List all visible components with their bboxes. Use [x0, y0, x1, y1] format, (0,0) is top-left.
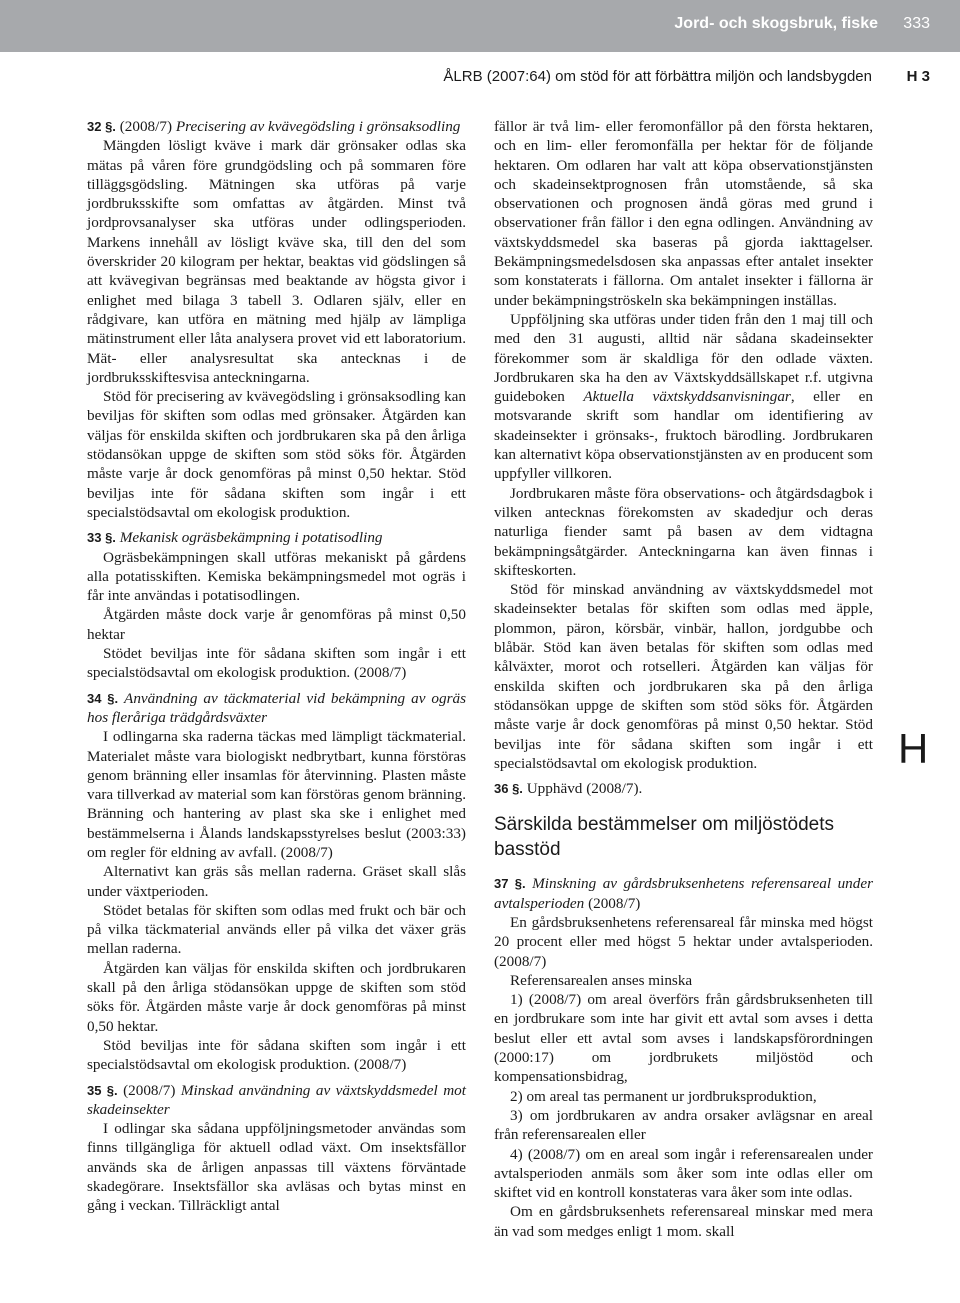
running-title: ÅLRB (2007:64) om stöd för att förbättra miljön och landsbygden	[443, 68, 872, 85]
section-number: 36 §.	[494, 781, 523, 797]
section-title: Användning av täckmaterial vid bekämpning av ogräs hos fleråriga trädgårdsväxter	[87, 689, 467, 726]
paragraph: Stöd för minskad användning av växtskyddsmedel mot skadeinsekter betalas för skiften som odlas med äpple, plommon, päron, körsbär, vinbär, hallon, jordgubbe och blåbär. Stöd kan även betalas för skiften som odlas med kålväxter, morot och rotselleri. Åtgärden kan väljas för enskilda skiften och jordbrukaren ska på den årliga stödansökan uppge de skiften som stöd söks för. Åtgärden måste varje år dock genomföras på minst 0,50 hektar. Stöd beviljas inte för sådana skiften som ingår i ett specialstödsavtal om ekologisk produktion.	[494, 581, 873, 772]
paragraph: Referensarealen anses minska	[510, 971, 693, 989]
section-32-heading: 32 §. (2008/7) Precisering av kvävegödsling i grönsaksodling	[87, 118, 461, 135]
list-item: 4) (2008/7) om en areal som ingår i referensarealen under avtalsperioden anmäls som åker som inte odlas eller om skiftet vid en kontroll konstateras vara åker som inte odlas.	[494, 1145, 873, 1202]
list-item: 3) om jordbrukaren av andra orsaker avlägsnar en areal från referensarealen eller	[494, 1106, 873, 1144]
paragraph: I odlingarna ska raderna täckas med lämpligt täckmaterial. Materialet måste vara biologiskt nedbrytbart, kunna förstöras genom bränning eller insamlas för återvinning. Plasten måste vara tillverkad av material som kan förstöras genom bränning. Bränning och hantering av plast ska ske i enlighet med bestämmelserna i Ålands landskapsstyrelses beslut (2003:33) om regler för eldning av avfall. (2008/7)	[87, 728, 466, 861]
subheading: Särskilda bestämmelser om miljöstödets basstöd	[494, 814, 835, 861]
paragraph: Jordbrukaren måste föra observations- och åtgärdsdagbok i vilken antecknas förekomsten av skadedjur och deras naturliga fiender samt på basen av dem vidtagna bekämpningsåtgärder. Anteckningarna kan även finnas i skifteskorten.	[494, 484, 873, 579]
paragraph: Stöd beviljas inte för sådana skiften som ingår i ett specialstödsavtal om ekologisk produktion. (2008/7)	[87, 1036, 466, 1074]
paragraph: Stödet beviljas inte för sådana skiften som ingår i ett specialstödsavtal om ekologisk produktion. (2008/7)	[87, 645, 466, 682]
paragraph: Stöd för precisering av kvävegödsling i grönsaksodling kan beviljas för skiften som odlas med grönsaker. Åtgärden kan väljas för enskilda skiften och jordbrukaren ska på den årliga stödansökan uppge de skiften som stöd söks för. Åtgärden måste varje år dock genomföras på minst 0,50 hektar. Stöd beviljas inte för sådana skiften som ingår i ett specialstödsavtal om ekologisk produktion.	[87, 388, 466, 521]
paragraph: Ogräsbekämpningen skall utföras mekaniskt på gårdens alla potatisskiften. Kemiska bekämpningsmedel mot ogräs i får inte användas i potatisodlingen.	[87, 548, 466, 605]
section-number: 33 §.	[87, 530, 116, 546]
section-marker: H 3	[906, 68, 930, 85]
paragraph: Om en gårdsbruksenhets referensareal minskar med mera än vad som medges enligt 1 mom. skall	[494, 1203, 873, 1240]
paragraph: fällor är två lim- eller feromonfällor på den första hektaren, och en lim- eller feromonfälla per hektar för de följande hektaren. Om odlaren har valt att köpa observationstjänsten och skadeinsektprognosen från utomstående, så ska observationen och prognosen ändå göras med grund i observationer från fällor i den egna odlingen. Användning av växtskyddsmedel ska baseras på gjorda iakttagelser. Bekämpningsmedelsdosen ska anpassas efter antalet insekter som konstaterats i fällorna. Om antalet insekter i fällorna är under bekämpningströskeln ska bekämpningen inställas.	[494, 118, 873, 309]
section-35-heading: 35 §. (2008/7) Minskad användning av växtskyddsmedel mot skadeinsekter	[87, 1081, 466, 1118]
paragraph: Uppföljning ska utföras under tiden från den 1 maj till och med den 31 augusti, alltid när sådana skadeinsekter förekommer som är skaldliga för den odlade växten. Jordbrukaren ska ha den av Växtskyddsällskapet r.f. utgivna guideboken Aktuella växtskyddsanvisningar, eller en motsvarande skrift som handlar om identifiering av skadeinsekter i grönsaks-, fruktoch bärodling. Jordbrukaren kan alternativt köpa observationstjänsten av en producent som uppfyller villkoren.	[494, 310, 873, 483]
paragraph: Stödet betalas för skiften som odlas med frukt och bär och på vilka täckmaterial används eller på vilka det växer gräs mellan raderna.	[87, 901, 466, 958]
section-title: Minskad användning av växtskyddsmedel mot skadeinsekter	[87, 1081, 466, 1118]
side-tab-letter: H	[898, 725, 929, 772]
chapter-title: Jord- och skogsbruk, fiske	[674, 15, 878, 32]
section-number: 37 §.	[494, 876, 526, 892]
section-number: 34 §.	[87, 690, 119, 706]
page-header-bar	[0, 0, 960, 52]
section-33-heading	[87, 528, 466, 547]
section-number: 35 §.	[87, 1082, 118, 1098]
list-item: 1) (2008/7) om areal överförs från gårdsbruksenheten till en jordbrukare som inte har givit ett avtal som avses i detta beslut eller ett avtal som avses i landskapsförordningen (2000:17) om jordbrukets miljöstöd och kompensationsbidrag,	[494, 991, 873, 1086]
section-title: Mekanisk ogräsbekämpning i potatisodling	[119, 529, 383, 547]
section-title: Precisering av kvävegödsling i grönsaksodling	[175, 118, 461, 135]
paragraph: Åtgärden kan väljas för enskilda skiften och jordbrukaren skall på den årliga stödansökan uppge de skiften som stöd söks för. Åtgärden måste varje år dock genomföras på minst 0,50 hektar.	[87, 959, 466, 1035]
paragraph: Alternativt kan gräs sås mellan raderna. Gräset skall slås under växtperioden.	[87, 863, 466, 900]
list-item: 2) om areal tas permanent ur jordbruksproduktion,	[510, 1087, 817, 1105]
right-column	[494, 117, 873, 1241]
section-number: 32 §.	[87, 119, 116, 134]
section-34-heading	[87, 689, 466, 728]
paragraph: Mängden lösligt kväve i mark där grönsaker odlas ska mätas på våren före grundgödsling och på sommaren före tilläggsgödsling. Mätningen ska utföras på varje jordbruksskifte som omfattas av åtgärden. Minst två jordprovsanalyser ska utföras under odlingsperioden. Markens innehåll av lösligt kväve ska, till den del som överskrider 20 kilogram per hektar, beaktas vid gödslingen så att kvävegivan begränsas med beaktande av högsta givor i enlighet med bilaga 3 tabell 3. Odlaren själv, eller en rådgivare, kan utföra en mätning med hjälp av lämpliga mätinstrument eller låta analysera provet vid ett laboratorium. Mät- eller analysresultat ska antecknas i de jordbruksskiftesvisa anteckningarna.	[87, 137, 466, 386]
section-title: Minskning av gårdsbruksenhetens referensareal under avtalsperioden	[494, 875, 873, 912]
paragraph: En gårdsbruksenhetens referensareal får minska med högst 20 procent eller med högst 5 hektar under avtalsperioden. (2008/7)	[494, 913, 873, 970]
paragraph: Åtgärden måste dock varje år genomföras på minst 0,50 hektar	[87, 606, 466, 643]
section-37-heading: 37 §. Minskning av gårdsbruksenhetens referensareal under avtalsperioden (2008/7)	[494, 875, 873, 912]
paragraph: I odlingar ska sådana uppföljningsmetoder användas som finns tillgängliga för aktuell odlad växt. Om insektsfällor används ska de årligen anpassas till växtens förväntade skadegörare. Insektsfällor ska avläsas och bytas minst en gång i veckan. Tillräckligt antal	[87, 1120, 466, 1215]
page-number: 333	[903, 15, 930, 32]
left-column	[87, 117, 466, 1216]
section-36: 36 §. Upphävd (2008/7).	[494, 780, 643, 798]
guidebook-title: Aktuella växtskyddsanvisningar	[583, 388, 791, 406]
